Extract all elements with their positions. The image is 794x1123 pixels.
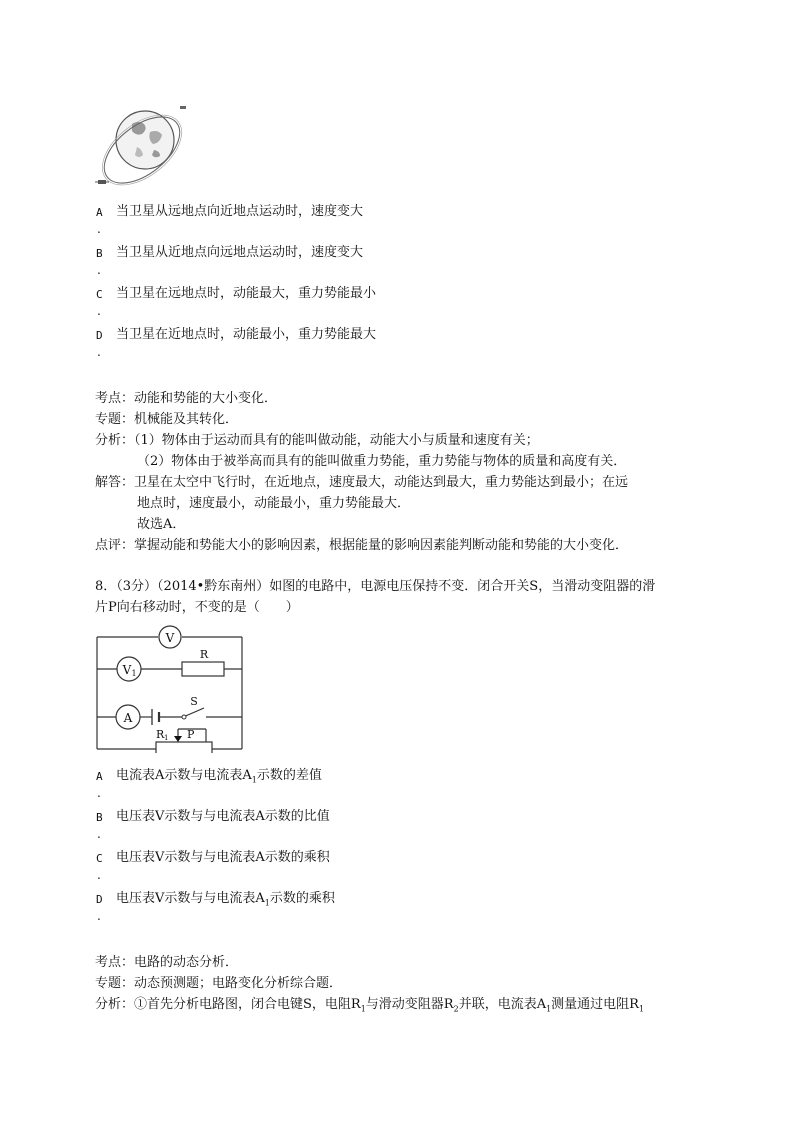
q8-zhuanti: 专题：动态预测题；电路变化分析综合题． [95,976,343,991]
q8-option-c-text: 电压表V示数与与电流表A示数的乘积 [116,850,330,865]
q8-option-d-text-a: 电压表V示数与与电流表A [116,891,265,906]
q7-option-b-letter: B [96,247,103,260]
q7-fenxi-2: （2）物体由于被举高而具有的能叫做重力势能，重力势能与物体的质量和高度有关． [137,454,627,469]
q7-zhuanti: 专题：机械能及其转化． [95,412,239,427]
q7-jieda-2: 地点时，速度最小，动能最小，重力势能最大． [137,496,411,511]
q8-fenxi-b: 与滑动变阻器R [365,997,454,1012]
rheostat-r1 [156,728,212,753]
q7-option-a-text: 当卫星从远地点向近地点运动时，速度变大 [116,204,364,219]
voltmeter-v1-label: V [122,663,132,677]
q7-jieda-1: 解答：卫星在太空中飞行时，在近地点，速度最大，动能达到最大，重力势能达到最小；在远 [95,475,629,490]
q8-fenxi-s2: 2 [453,1004,459,1014]
q8-option-d-letter: D [96,893,103,906]
q8-stem-line-1: 8．（3分）（2014•黔东南州）如图的电路中，电源电压保持不变．闭合开关S，当滑动变阻器的滑 [95,579,656,594]
q8-option-b-letter: B [96,811,103,824]
q8-fenxi [95,996,644,1019]
battery [152,709,159,725]
q8-option-a-text-b: 示数的差值 [256,768,322,783]
q7-dianping: 点评：掌握动能和势能大小的影响因素，根据能量的影响因素能判断动能和势能的大小变化． [95,538,629,553]
q8-option-c-dot: . [97,868,101,882]
q8-option-d-sub: 1 [264,898,270,908]
resistor-r-label: R [199,648,209,661]
q8-fenxi-a: 分析：①首先分析电路图，闭合电键S，电阻R [95,997,361,1012]
circuit-diagram [94,625,246,753]
satellite-mark-top [180,106,186,109]
q7-option-c-dot: . [97,304,101,318]
q8-option-a-text [116,767,322,790]
slider-p-label: P [187,728,195,741]
q7-option-c-text: 当卫星在远地点时，动能最大，重力势能最小 [116,286,377,301]
q8-option-d-dot: . [97,909,101,923]
q8-option-b-dot: . [97,827,101,841]
q8-fenxi-d: 测量通过电阻R [551,997,639,1012]
q7-option-d-text: 当卫星在近地点时，动能最小，重力势能最大 [116,327,377,342]
q8-option-d-text [116,890,335,913]
q7-fenxi-1: 分析：（1）物体由于运动而具有的能叫做动能，动能大小与质量和速度有关； [95,433,539,448]
q7-option-b-dot: . [97,263,101,277]
switch-s-label: S [190,695,198,708]
resistor-r [182,648,224,676]
rheostat-r1-sub: 1 [164,734,169,742]
q8-stem-line-2: 片P向右移动时，不变的是（ ） [95,600,299,615]
q8-option-a-sub: 1 [251,775,257,785]
rheostat-r1-label: R [156,728,165,741]
q8-option-d-text-b: 示数的乘积 [269,891,335,906]
q7-option-d-letter: D [96,329,103,342]
voltmeter-v [159,626,181,648]
voltmeter-v1 [117,657,141,681]
q7-option-d-dot: . [97,345,101,359]
voltmeter-v-label: V [165,631,175,645]
q8-option-a-letter: A [96,770,103,783]
earth-globe [116,111,174,169]
q8-fenxi-s3: 1 [546,1004,552,1014]
q7-option-b-text: 当卫星从近地点向远地点运动时，速度变大 [116,245,364,260]
satellite-mark [95,180,109,184]
ammeter-a-label: A [123,711,133,725]
satellite-orbit-figure [92,102,200,192]
q8-fenxi-s1: 1 [360,1004,366,1014]
switch-s [182,695,204,719]
q8-option-a-text-a: 电流表A示数与电流表A [116,768,252,783]
q7-jieda-3: 故选A． [137,517,186,532]
slider-arrow-icon [174,736,182,742]
voltmeter-v1-sub: 1 [131,669,137,678]
q8-option-a-dot: . [97,786,101,800]
q7-option-a-dot: . [97,222,101,236]
q7-option-c-letter: C [96,288,103,301]
q7-kaodian: 考点：动能和势能的大小变化． [95,391,278,406]
q8-option-b-text: 电压表V示数与与电流表A示数的比值 [116,809,330,824]
q8-fenxi-c: 并联，电流表A [458,997,547,1012]
q7-option-a-letter: A [96,206,103,219]
q8-kaodian: 考点：电路的动态分析． [95,955,239,970]
ammeter-a [116,705,140,729]
q8-option-c-letter: C [96,852,103,865]
q8-fenxi-s4: 1 [638,1004,645,1014]
